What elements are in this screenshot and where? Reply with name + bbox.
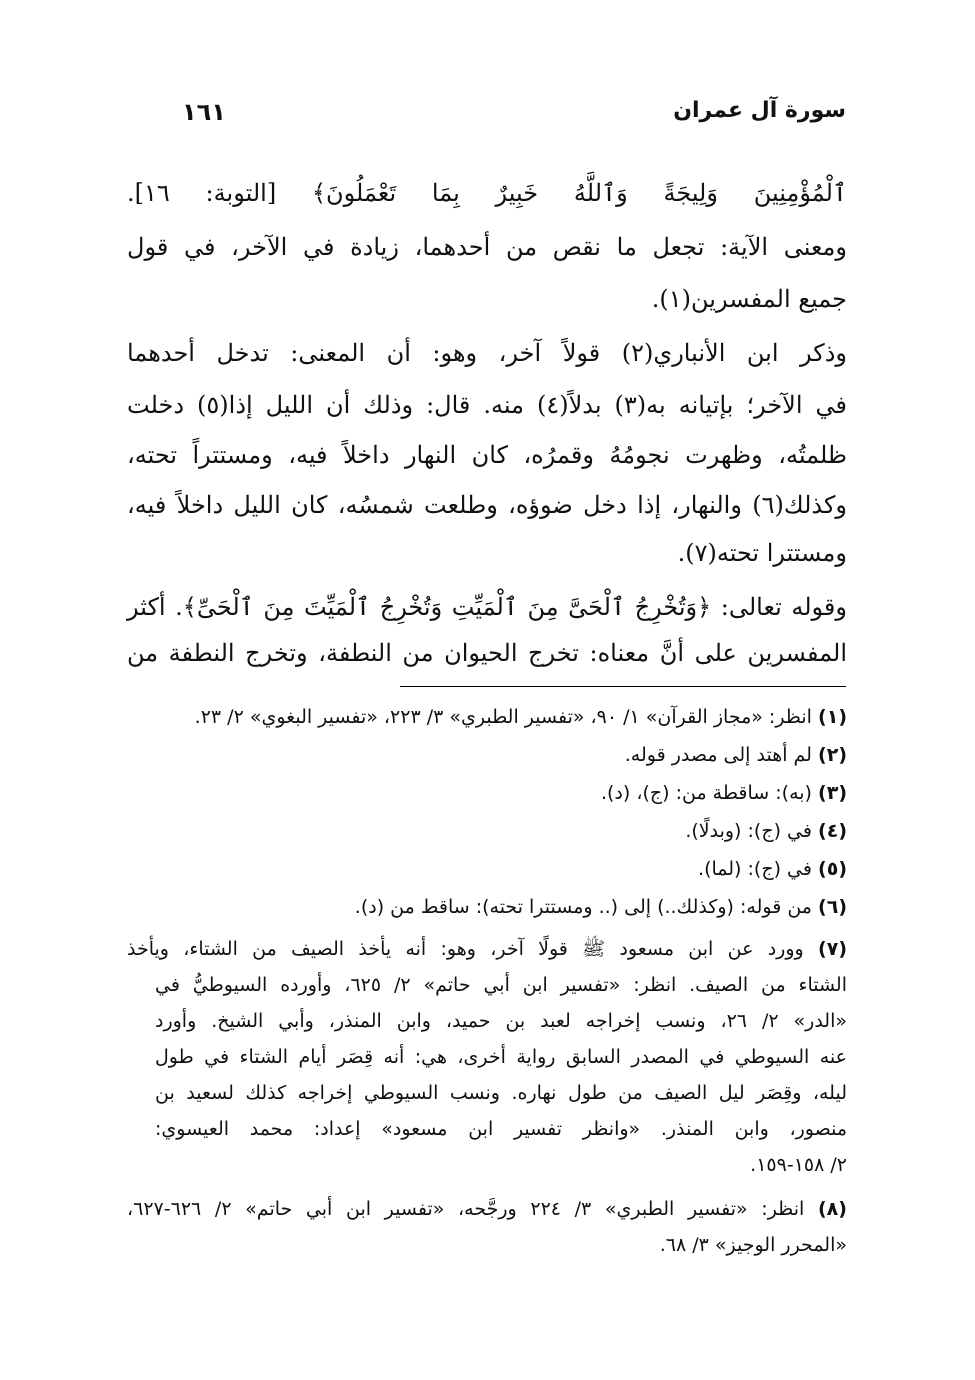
footnote-continuation: ٢/ ١٥٨-١٥٩. <box>750 1154 847 1176</box>
footnote-number: (١) <box>818 706 847 728</box>
footnote-text: من قوله: (وكذلك..) إلى (.. ومستترا تحته): ساقط من (د). <box>354 896 812 918</box>
footnote-separator <box>400 686 846 687</box>
footnote-text: (به): ساقطة من: (ج)، (د). <box>600 782 812 804</box>
footnote-text: في (ج): (وبدلًا). <box>685 820 812 842</box>
footnote <box>127 894 847 920</box>
footnote-number: (٣) <box>818 782 847 804</box>
footnote-number: (٢) <box>818 744 847 766</box>
footnote <box>127 936 847 962</box>
footnote <box>127 742 847 768</box>
body-line: في الآخر؛ بإتيانه به(٣) بدلاً(٤) منه. قال: وذلك أن الليل إذا(٥) دخلت <box>127 391 847 419</box>
footnote-continuation: منصور، وابن المنذر. «وانظر تفسير ابن مسعود» إعداد: محمد العيسوي: <box>155 1118 847 1140</box>
running-header <box>130 98 846 138</box>
page-number: ١٦١ <box>182 98 226 126</box>
body-line: ومعنى الآية: تجعل ما نقص من أحدهما، زيادة في الآخر، في قول <box>127 233 847 261</box>
footnote <box>127 704 847 730</box>
footnote-text: وورد عن ابن مسعود ﷺ قولًا آخر، وهو: أنه يأخذ الصيف من الشتاء، ويأخذ <box>127 938 804 960</box>
footnote-number: (٦) <box>818 896 847 918</box>
footnote <box>127 780 847 806</box>
body-line: وقوله تعالى: ﴿وَتُخْرِجُ ٱلْحَىَّ مِنَ ٱلْمَيِّتِ وَتُخْرِجُ ٱلْمَيِّتَ مِنَ ٱلْحَىِّ﴾. أكثر <box>127 593 847 621</box>
footnote-text: في (ج): (لما). <box>698 858 812 880</box>
footnote-continuation: عنه السيوطي في المصدر السابق رواية أخرى، هي: أنه قِصَر أيام الشتاء في طول <box>155 1046 847 1068</box>
footnote-text: انظر: «مجاز القرآن» ١/ ٩٠، «تفسير الطبري» ٣/ ٢٢٣، «تفسير البغوي» ٢/ ٢٣. <box>194 706 812 728</box>
footnote-number: (٥) <box>818 858 847 880</box>
footnote-number: (٧) <box>818 938 847 960</box>
body-line: ومستترا تحته(٧). <box>677 539 847 567</box>
footnote <box>127 856 847 882</box>
footnote-text: انظر: «تفسير الطبري» ٣/ ٢٢٤ ورجَّحه، «تفسير ابن أبي حاتم» ٢/ ٦٢٦-٦٢٧، <box>127 1198 805 1220</box>
body-line: المفسرين على أنَّ معناه: تخرج الحيوان من النطفة، وتخرج النطفة من <box>127 639 847 667</box>
footnote-continuation: الشتاء من الصيف. انظر: «تفسير ابن أبي حاتم» ٢/ ٦٢٥، وأورده السيوطيُّ في <box>155 974 848 996</box>
footnote-continuation: ليله، وقِصَر ليل الصيف من طول نهاره. ونسب السيوطي إخراجه كذلك لسعيد بن <box>155 1082 847 1104</box>
body-line: ظلمتُه، وظهرت نجومُهُ وقمرُه، كان النهار داخلاً فيه، ومستتراً تحته، <box>127 441 847 469</box>
body-line: ٱلْمُؤْمِنِينَ وَلِيجَةً وَٱللَّهُ خَبِيرٌ بِمَا تَعْمَلُونَ﴾ [التوبة: ١٦]. <box>127 179 847 207</box>
footnote-continuation: «المحرر الوجيز» ٣/ ٦٨. <box>659 1234 847 1256</box>
footnote-number: (٨) <box>817 1198 847 1220</box>
footnote <box>127 818 847 844</box>
surah-title: سورة آل عمران <box>673 98 846 123</box>
footnote-number: (٤) <box>818 820 847 842</box>
body-line: جميع المفسرين(١). <box>651 285 847 313</box>
footnote <box>127 1196 847 1222</box>
body-line: وذكر ابن الأنباري(٢) قولاً آخر، وهو: أن المعنى: تدخل أحدهما <box>127 339 847 367</box>
footnote-text: لم أهتد إلى مصدر قوله. <box>624 744 812 766</box>
body-line: وكذلك(٦) والنهار، إذا دخل ضوؤه، وطلعت شمسُه، كان الليل داخلاً فيه، <box>127 491 847 519</box>
footnote-continuation: «الدر» ٢/ ٢٦، ونسب إخراجه لعبد بن حميد، وابن المنذر، وأبي الشيخ. وأورد <box>155 1010 847 1032</box>
